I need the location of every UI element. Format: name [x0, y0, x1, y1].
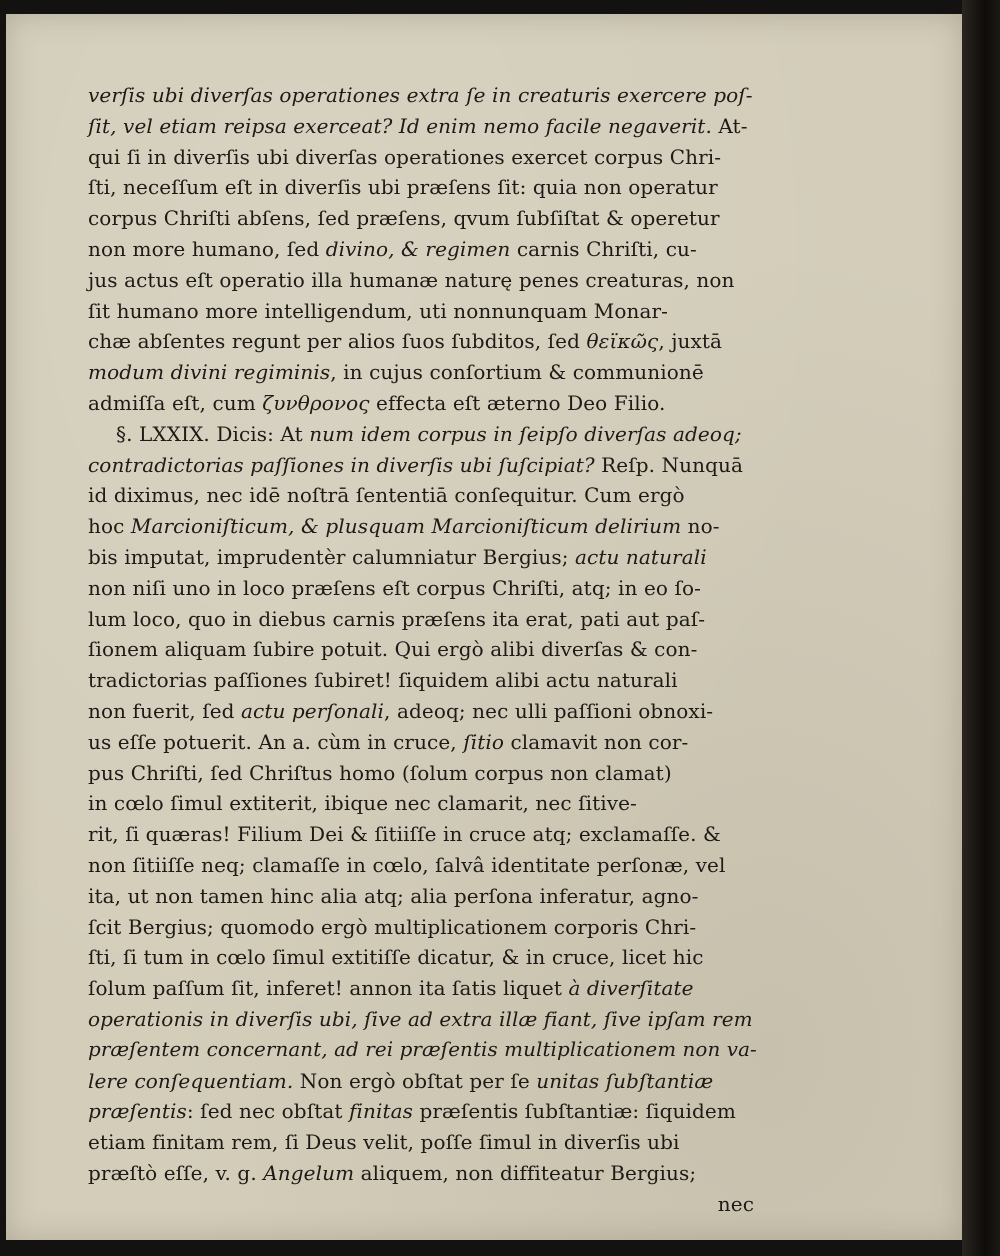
roman-segment: corpus Chriſti abſens, ſed præſens, qvum ſubſiſtat & operetur [88, 206, 720, 231]
roman-segment: At- [711, 113, 748, 138]
text-line [88, 234, 758, 265]
roman-segment: : ſed nec obſtat [186, 1099, 349, 1124]
roman-segment: in cœlo ſimul extiterit, ibique nec clamarit, nec ſitive- [88, 791, 637, 816]
text-line [88, 973, 758, 1004]
roman-segment: carnis Chriſti, cu- [510, 236, 697, 261]
roman-segment: effecta eſt æterno Deo Filio. [369, 390, 666, 415]
text-line [88, 881, 758, 912]
roman-segment: no- [681, 514, 720, 539]
roman-segment: Non ergò obſtat per ſe [293, 1068, 537, 1093]
roman-segment: ſit humano more intelligendum, uti nonnunquam Monar- [88, 298, 668, 323]
roman-segment: admiſſa eſt, cum [88, 390, 263, 415]
roman-segment: non ſitiiſſe neq; clamaſſe in cœlo, ſalvâ identitate perſonæ, vel [88, 852, 726, 877]
text-line [88, 419, 758, 450]
italic-segment: num idem corpus in ſeipſo diverſas adeoq; [309, 421, 742, 446]
catchword: nec [717, 1191, 754, 1216]
roman-segment: Reſp. Nunquā [594, 452, 744, 477]
roman-segment: præſtò eſſe, v. g. [88, 1160, 264, 1185]
italic-segment: θεϊκῶς [586, 329, 659, 354]
italic-segment: à diverſitate [568, 976, 694, 1001]
text-line [88, 573, 758, 604]
roman-segment: clamavit non cor- [503, 729, 689, 754]
text-line [88, 604, 758, 635]
italic-segment: finitas [348, 1099, 413, 1124]
text-line [88, 1127, 758, 1158]
text-line [88, 80, 758, 111]
text-line [88, 542, 758, 573]
italic-segment: ζυνθρονος [262, 390, 370, 415]
roman-segment: pus Chriſti, ſed Chriſtus homo (ſolum corpus non clamat) [88, 760, 672, 785]
text-line [88, 727, 758, 758]
text-line [88, 142, 758, 173]
roman-segment: , adeoq; nec ulli paſſioni obnoxi- [384, 698, 714, 723]
roman-segment: rit, ſi quæras! Filium Dei & ſitiiſſe in cruce atq; exclamaſſe. & [88, 822, 721, 847]
roman-segment: lum loco, quo in diebus carnis præſens ita erat, pati aut paſ- [88, 606, 706, 631]
text-line [88, 942, 758, 973]
roman-segment: hoc [88, 514, 131, 539]
text-line [88, 696, 758, 727]
italic-segment: lere conſequentiam. [88, 1068, 294, 1093]
text-line [88, 665, 758, 696]
italic-segment: actu perſonali [241, 698, 385, 723]
roman-segment: id diximus, nec idē noſtrā ſententiā conſequitur. Cum ergò [88, 483, 685, 508]
text-line [88, 1004, 758, 1035]
text-line [88, 480, 758, 511]
text-line [88, 912, 758, 943]
text-line [88, 172, 758, 203]
roman-segment: non more humano, ſed [88, 236, 326, 261]
italic-segment: Marcioniſticum, & plusquam Marcioniſticum delirium [130, 514, 682, 539]
roman-segment: §. LXXIX. Dicis: At [116, 421, 310, 446]
text-line [88, 1158, 758, 1189]
roman-segment: non fuerit, ſed [88, 698, 241, 723]
text-line [88, 1066, 758, 1097]
roman-segment: , in cujus conſortium & communionē [330, 360, 704, 385]
italic-segment: actu naturali [575, 544, 707, 569]
roman-segment: ſti, neceſſum eſt in diverſis ubi præſens ſit: quia non operatur [88, 175, 718, 200]
italic-segment: præſentem concernant, ad rei præſentis multiplicationem non va- [88, 1037, 757, 1061]
text-line [88, 111, 758, 142]
text-line [88, 388, 758, 419]
roman-segment: qui ſi in diverſis ubi diverſas operationes exercet corpus Chri- [88, 144, 722, 169]
italic-segment: contradictorias paſſiones in diverſis ubi ſuſcipiat? [88, 452, 595, 477]
roman-segment: ſionem aliquam ſubire potuit. Qui ergò alibi diverſas & con- [88, 637, 698, 662]
italic-segment: modum divini regiminis [88, 360, 331, 385]
roman-segment: ſolum paſſum ſit, inferet! annon ita ſatis liquet [88, 976, 569, 1001]
roman-segment: non niſi uno in loco præſens eſt corpus Chriſti, atq; in eo ſo- [88, 575, 701, 600]
text-line [88, 1096, 758, 1127]
text-line [88, 819, 758, 850]
text-line [88, 357, 758, 388]
text-line [88, 265, 758, 296]
page-edge-shadow [962, 0, 1000, 1256]
text-line [88, 296, 758, 327]
text-line [88, 1035, 758, 1066]
italic-segment: divino, & regimen [325, 236, 511, 261]
text-line [88, 634, 758, 665]
roman-segment: etiam finitam rem, ſi Deus velit, poſſe ſimul in diverſis ubi [88, 1130, 680, 1155]
roman-segment: ſti, ſi tum in cœlo ſimul extitiſſe dicatur, & in cruce, licet hic [88, 945, 704, 970]
italic-segment: unitas ſubſtantiæ [536, 1068, 714, 1093]
roman-segment: ita, ut non tamen hinc alia atq; alia perſona inferatur, agno- [88, 883, 699, 908]
latin-text-block [88, 80, 758, 1219]
italic-segment: Angelum [263, 1160, 355, 1185]
text-line [88, 758, 758, 789]
italic-segment: verſis ubi diverſas operationes extra ſe in creaturis exercere poſ- [88, 83, 753, 107]
italic-segment: operationis in diverſis ubi, ſive ad extra illæ fiant, ſive ipſam rem [88, 1006, 753, 1031]
text-line [88, 326, 758, 357]
roman-segment: chæ abſentes regunt per alios ſuos ſubditos, ſed [88, 329, 587, 354]
roman-segment: præſentis ſubſtantiæ: ſiquidem [412, 1099, 736, 1124]
roman-segment: jus actus eſt operatio illa humanæ naturę penes creaturas, non [88, 267, 735, 292]
roman-segment: , juxtā [658, 329, 723, 354]
text-line [88, 850, 758, 881]
roman-segment: bis imputat, imprudentèr calumniatur Bergius; [88, 544, 576, 569]
text-line [88, 788, 758, 819]
italic-segment: ſit, vel etiam reipsa exerceat? Id enim nemo facile negaverit. [88, 113, 712, 138]
italic-segment: ſitio [463, 729, 504, 754]
roman-segment: us eſſe potuerit. An a. cùm in cruce, [88, 729, 464, 754]
italic-segment: præſentis [88, 1099, 187, 1124]
text-line [88, 450, 758, 481]
text-line [88, 203, 758, 234]
roman-segment: aliquem, non diffiteatur Bergius; [354, 1160, 697, 1185]
text-line [88, 511, 758, 542]
roman-segment: ſcit Bergius; quomodo ergò multiplicationem corporis Chri- [88, 914, 697, 939]
roman-segment: tradictorias paſſiones ſubiret! ſiquidem alibi actu naturali [88, 668, 678, 693]
